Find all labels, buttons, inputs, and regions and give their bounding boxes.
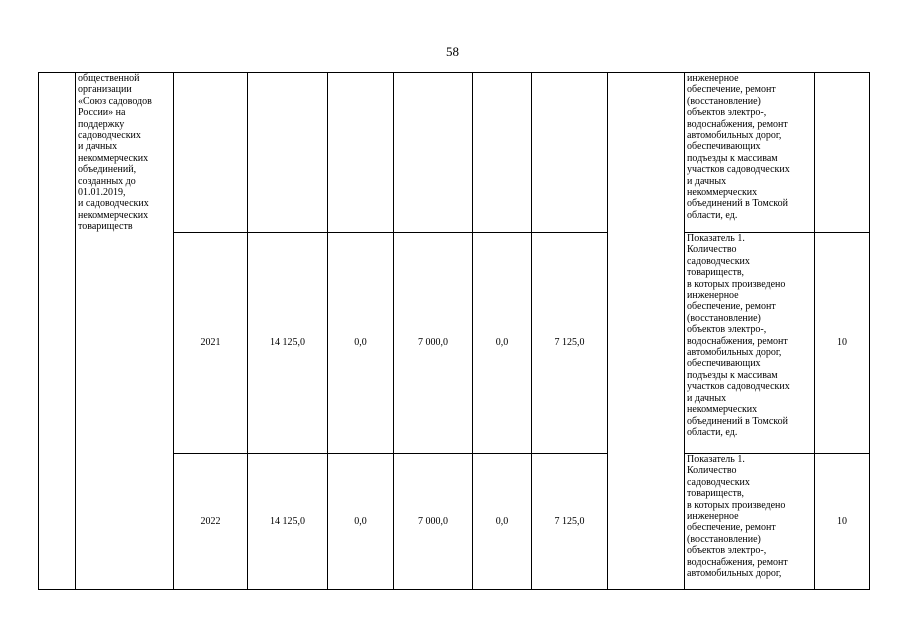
total-cell: 14 125,0	[248, 454, 328, 590]
local-cell: 0,0	[473, 454, 532, 590]
local-cell: 0,0	[473, 233, 532, 454]
federal-cell: 0,0	[328, 233, 394, 454]
table-row	[39, 73, 870, 233]
indicator-cell	[685, 233, 815, 454]
federal-cell	[328, 73, 394, 233]
federal-cell: 0,0	[328, 454, 394, 590]
total-cell	[248, 73, 328, 233]
indicator-text: Показатель 1. Количество садоводческих товариществ, в которых произведено инженерное обеспечение, ремонт (восстановление) объектов электро-, водоснабжения, ремонт автомобильных дорог,	[687, 454, 788, 580]
extra-cell	[532, 73, 608, 233]
local-cell	[473, 73, 532, 233]
total-cell: 14 125,0	[248, 233, 328, 454]
value-cell	[815, 73, 870, 233]
indicator-cell	[685, 454, 815, 590]
indicator-text: инженерное обеспечение, ремонт (восстановление) объектов электро-, водоснабжения, ремонт автомобильных дорог, обеспечивающих подъезды к массивам участков садоводческих и дачных некоммерческих объединений в Томской области, ед.	[687, 73, 790, 221]
activity-name-text: общественной организации «Союз садоводов России» на поддержку садоводческих и дачных некоммерческих объединений, созданных до 01.01.2019, и садоводческих некоммерческих товариществ	[78, 73, 152, 233]
page-number: 58	[446, 44, 459, 59]
value-cell: 10	[815, 454, 870, 590]
regional-cell	[394, 73, 473, 233]
indicator-cell	[685, 73, 815, 233]
value-cell: 10	[815, 233, 870, 454]
year-cell	[174, 73, 248, 233]
year-cell: 2021	[174, 233, 248, 454]
activity-name-cell	[76, 73, 174, 590]
indicator-text: Показатель 1. Количество садоводческих товариществ, в которых произведено инженерное обеспечение, ремонт (восстановление) объектов электро-, водоснабжения, ремонт автомобильных дорог, обеспечивающих подъезды к массивам участков садоводческих и дачных некоммерческих объединений в Томской области, ед.	[687, 233, 790, 438]
extra-cell: 7 125,0	[532, 454, 608, 590]
regional-cell: 7 000,0	[394, 233, 473, 454]
regional-cell: 7 000,0	[394, 454, 473, 590]
executor-cell	[608, 73, 685, 590]
number-cell	[39, 73, 76, 590]
year-cell: 2022	[174, 454, 248, 590]
extra-cell: 7 125,0	[532, 233, 608, 454]
program-table	[38, 72, 870, 590]
